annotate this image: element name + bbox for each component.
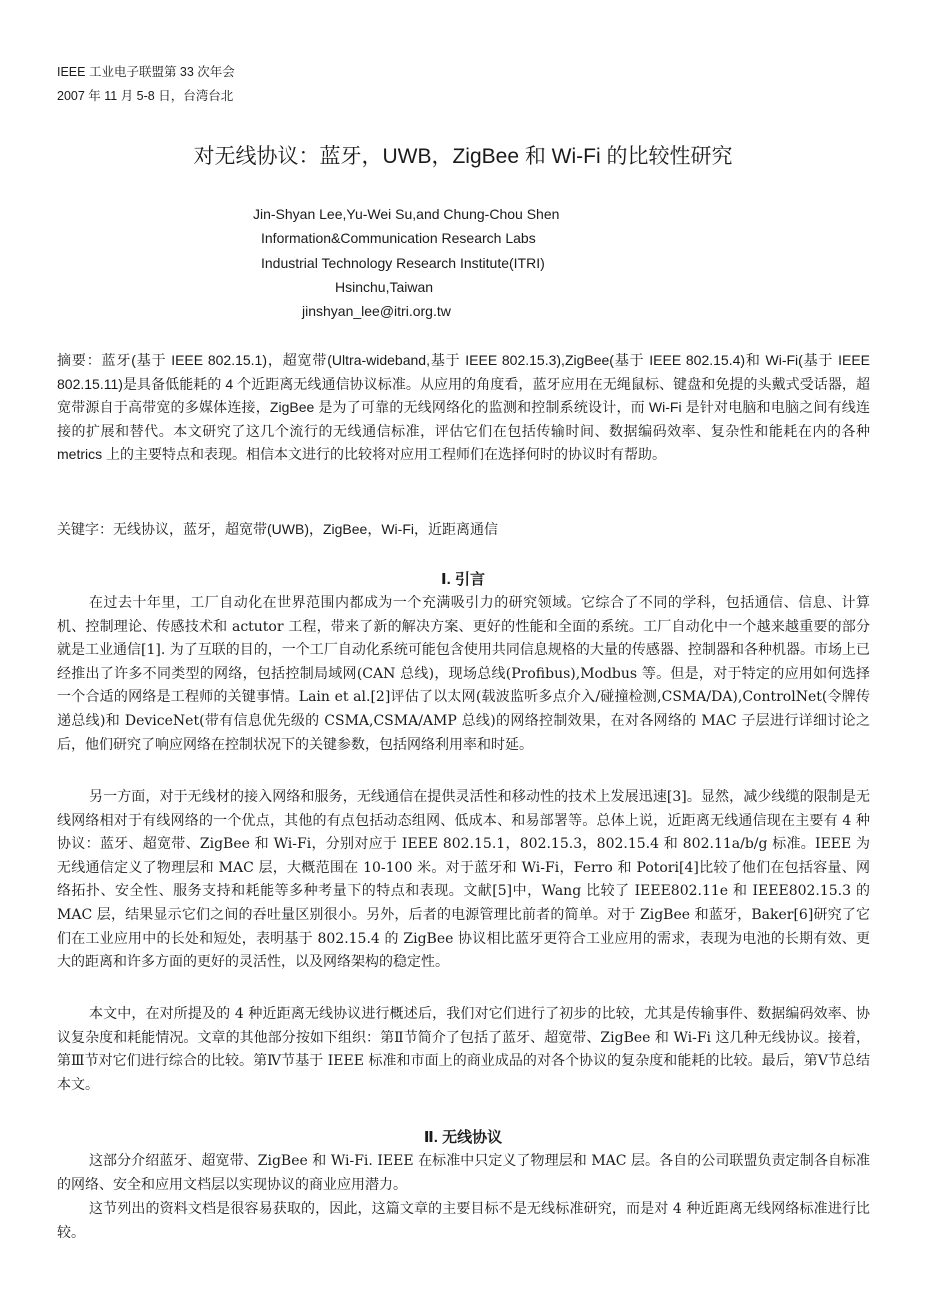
section-1-heading: Ⅰ. 引言 <box>441 571 485 588</box>
author-email: jinshyan_lee@itri.org.tw <box>302 303 451 319</box>
section-1-paragraph-1: 在过去十年里，工厂自动化在世界范围内都成为一个充满吸引力的研究领域。它综合了不同的学科，包括通信、信息、计算机、控制理论、传感技术和 actutor 工程，带来了新的解决方案、更好的性能和全面的系统。工厂自动化中一个越来越重要的部分就是工业通信[1]. 为了互联的目的，一个工厂自动化系统可能包含使用共同信息规格的大量的传感器、控制器和各种机器。市场上已经推出了许多不同类型的网络，包括控制局域网(CAN 总线)，现场总线(Profibus),Modbus 等。但是，对于特定的应用如何选择一个合适的网络是工程师的关键事情。Lain et al.[2]评估了以太网(载波监听多点介入/碰撞检测,CSMA/DA),ControlNet(令牌传递总线)和 DeviceNet(带有信息优先级的 CSMA,CSMA/AMP 总线)的网络控制效果，在对各网络的 MAC 子层进行详细讨论之后，他们研究了响应网络在控制状况下的关键参数，包括网络利用率和时延。 <box>57 595 870 753</box>
author-institute: Industrial Technology Research Institute(ITRI) <box>261 255 545 271</box>
author-list: Jin-Shyan Lee,Yu-Wei Su,and Chung-Chou Shen <box>253 206 560 222</box>
conference-name: IEEE 工业电子联盟第 33 次年会 <box>57 65 235 79</box>
abstract: 摘要：蓝牙(基于 IEEE 802.15.1)，超宽带(Ultra-wideband,基于 IEEE 802.15.3),ZigBee(基于 IEEE 802.15.4)和 Wi-Fi(基于 IEEE 802.15.11)是具备低能耗的 4 个近距离无线通信协议标准。从应用的角度看，蓝牙应用在无绳鼠标、键盘和免提的头戴式受话器，超宽带源自于高带宽的多媒体连接，ZigBee 是为了可靠的无线网络化的监测和控制系统设计，而 Wi-Fi 是针对电脑和电脑之间有线连接的扩展和替代。本文研究了这几个流行的无线通信标准，评估它们在包括传输时间、数据编码效率、复杂性和能耗在内的各种 metrics 上的主要特点和表现。相信本文进行的比较将对应用工程师们在选择何时的协议时有帮助。 <box>57 352 870 462</box>
section-2-paragraph-1: 这部分介绍蓝牙、超宽带、ZigBee 和 Wi-Fi. IEEE 在标准中只定义了物理层和 MAC 层。各自的公司联盟负责定制各自标准的网络、安全和应用文档层以实现协议的商业应用潜力。 <box>57 1153 870 1193</box>
section-2-paragraph-2: 这节列出的资料文档是很容易获取的，因此，这篇文章的主要目标不是无线标准研究，而是对 4 种近距离无线网络标准进行比较。 <box>57 1201 870 1241</box>
keywords: 关键字：无线协议，蓝牙，超宽带(UWB)，ZigBee，Wi-Fi，近距离通信 <box>57 521 498 537</box>
conference-date-place: 2007 年 11 月 5-8 日，台湾台北 <box>57 89 234 103</box>
author-lab: Information&Communication Research Labs <box>261 230 536 246</box>
paper-title: 对无线协议：蓝牙，UWB，ZigBee 和 Wi-Fi 的比较性研究 <box>193 145 733 168</box>
section-1-paragraph-3: 本文中，在对所提及的 4 种近距离无线协议进行概述后，我们对它们进行了初步的比较，尤其是传输事件、数据编码效率、协议复杂度和耗能情况。文章的其他部分按如下组织：第Ⅱ节简介了包括了蓝牙、超宽带、ZigBee 和 Wi-Fi 这几种无线协议。接着，第Ⅲ节对它们进行综合的比较。第Ⅳ节基于 IEEE 标准和市面上的商业成品的对各个协议的复杂度和能耗的比较。最后，第Ⅴ节总结本文。 <box>57 1006 870 1093</box>
author-city: Hsinchu,Taiwan <box>335 279 434 295</box>
section-1-paragraph-2: 另一方面，对于无线材的接入网络和服务，无线通信在提供灵活性和移动性的技术上发展迅速[3]。显然，减少线缆的限制是无线网络相对于有线网络的一个优点，其他的有点包括动态组网、低成本、和易部署等。总体上说，近距离无线通信现在主要有 4 种协议：蓝牙、超宽带、ZigBee 和 Wi-Fi，分别对应于 IEEE 802.15.1，802.15.3，802.15.4 和 802.11a/b/g 标准。IEEE 为无线通信定义了物理层和 MAC 层，大概范围在 10-100 米。对于蓝牙和 Wi-Fi，Ferro 和 Potori[4]比较了他们在包括容量、网络拓扑、安全性、服务支持和耗能等多种考量下的特点和表现。文献[5]中，Wang 比较了 IEEE802.11e 和 IEEE802.15.3 的 MAC 层，结果显示它们之间的吞吐量区别很小。另外，后者的电源管理比前者的简单。对于 ZigBee 和蓝牙，Baker[6]研究了它们在工业应用中的长处和短处，表明基于 802.15.4 的 ZigBee 协议相比蓝牙更符合工业应用的需求，表现为电池的长期有效、更大的距离和许多方面的更好的灵活性，以及网络架构的稳定性。 <box>57 789 870 971</box>
section-2-heading: Ⅱ. 无线协议 <box>423 1129 503 1146</box>
